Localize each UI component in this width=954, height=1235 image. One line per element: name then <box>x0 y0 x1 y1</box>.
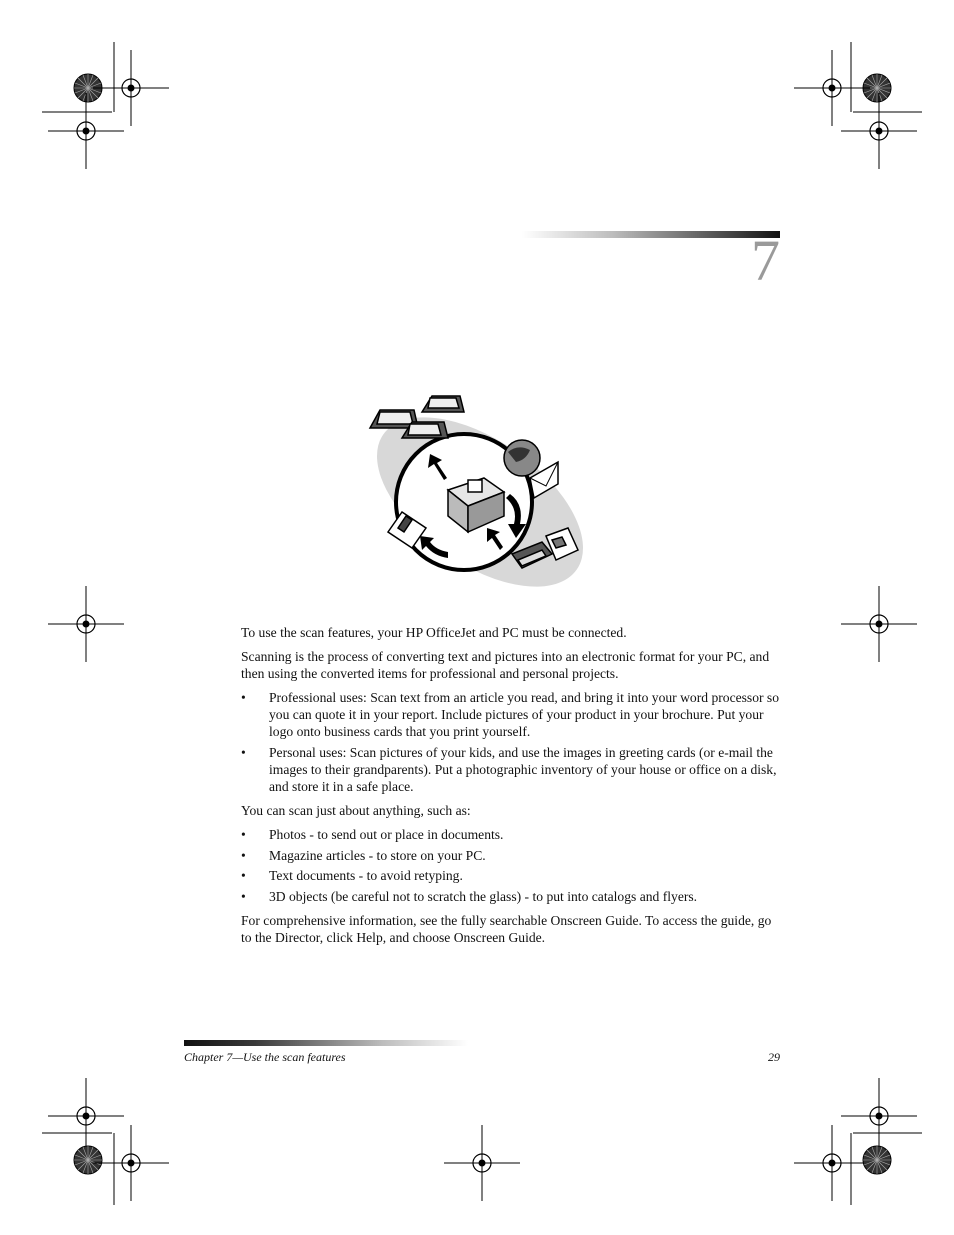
bullet: • <box>241 690 246 705</box>
list-item: • Photos - to send out or place in documents. <box>241 827 504 842</box>
registration-cross-icon <box>841 1078 917 1154</box>
registration-cross-icon <box>794 50 870 126</box>
bullet: • <box>241 827 246 842</box>
registration-cross-icon <box>794 1125 870 1201</box>
closing-paragraph: For comprehensive information, see the fully searchable Onscreen Guide. To access the guide, go to the Director, click Help, and choose Onscreen Guide. <box>241 912 772 945</box>
registration-cross-icon <box>93 50 169 126</box>
registration-cross-icon <box>841 586 917 662</box>
footer-bar <box>184 1040 468 1046</box>
intro-paragraph: To use the scan features, your HP OfficeJet and PC must be connected. <box>241 625 627 640</box>
registration-cross-icon <box>48 93 124 169</box>
scan-items-list <box>241 826 781 905</box>
registration-star-icon <box>74 1146 102 1174</box>
registration-cross-icon <box>841 93 917 169</box>
scan-workflow-illustration <box>362 390 594 596</box>
chapter-number: 7 <box>751 228 780 293</box>
chapter-body <box>241 624 781 953</box>
definition-paragraph: Scanning is the process of converting text and pictures into an electronic format for your PC, and then using the converted items for professional and personal projects. <box>241 649 770 681</box>
registration-cross-icon <box>48 1078 124 1154</box>
uses-list <box>241 689 781 795</box>
bullet: • <box>241 847 246 863</box>
footer-chapter-title: Chapter 7—Use the scan features <box>184 1050 346 1064</box>
page-number: 29 <box>768 1050 780 1064</box>
registration-cross-icon <box>93 1125 169 1201</box>
bullet: • <box>241 868 246 883</box>
bullet: • <box>241 745 246 760</box>
list-item: • Text documents - to avoid retyping. <box>241 868 463 883</box>
list-item: • Personal uses: Scan pictures of your kids, and use the images in greeting cards (or e-mail the images to their grandparents). Put a photographic inventory of your house or office on a disk, and store it in a safe place. <box>241 745 777 794</box>
globe-icon <box>504 440 540 476</box>
registration-cross-icon <box>48 586 124 662</box>
bullet: • <box>241 888 246 904</box>
registration-cross-icon <box>444 1125 520 1201</box>
registration-star-icon <box>863 1146 891 1174</box>
list-item: • 3D objects (be careful not to scratch the glass) - to put into catalogs and flyers. <box>241 888 698 904</box>
scan-lead-paragraph: You can scan just about anything, such as: <box>241 803 471 818</box>
list-item: • Magazine articles - to store on your PC. <box>241 847 486 863</box>
list-item: • Professional uses: Scan text from an article you read, and bring it into your word processor so you can quote it in your report. Include pictures of your product in your brochure. Put your logo onto business cards that you print yourself. <box>241 690 780 739</box>
